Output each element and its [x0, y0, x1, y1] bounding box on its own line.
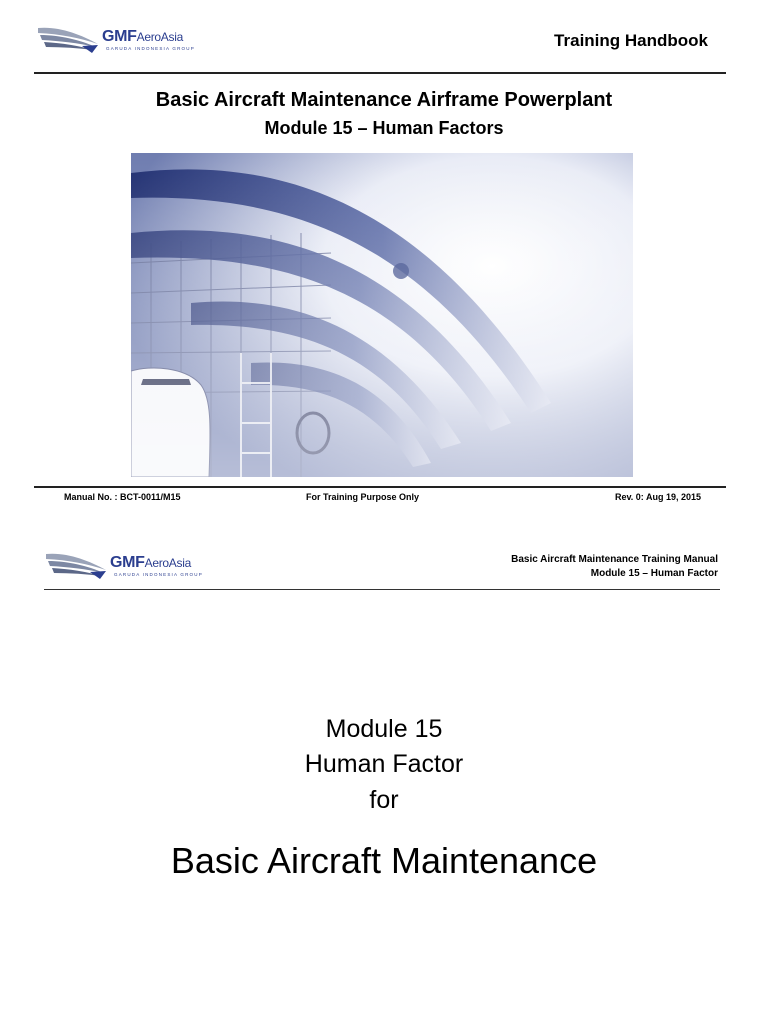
gmf-logo-page2: [44, 550, 214, 586]
training-purpose-note: For Training Purpose Only: [306, 492, 420, 502]
cover-photo-hangar-aircraft: [131, 153, 633, 477]
footer-divider: [34, 486, 726, 488]
gmf-logo: [36, 24, 206, 60]
cover-subtitle: Module 15 – Human Factors: [264, 118, 504, 138]
manual-header-title: Basic Aircraft Maintenance Training Manual: [511, 554, 718, 565]
manual-header-module: Module 15 – Human Factor: [590, 568, 718, 579]
title-connector: for: [369, 786, 399, 814]
bird-wing-icon: [36, 24, 100, 58]
logo-wordmark: GMFAeroAsia: [102, 28, 183, 45]
logo-tagline: GARUDA INDONESIA GROUP: [114, 572, 203, 577]
logo-wordmark: GMFAeroAsia: [110, 554, 191, 571]
bird-wing-icon: [44, 550, 108, 584]
header-divider: [34, 72, 726, 74]
logo-tagline: GARUDA INDONESIA GROUP: [106, 46, 195, 51]
cover-title: Basic Aircraft Maintenance Airframe Powerplant: [155, 89, 613, 111]
page2-header-divider: [44, 589, 720, 590]
handbook-label: Training Handbook: [554, 31, 708, 50]
module-number-title: Module 15: [325, 715, 443, 743]
module-topic-title: Human Factor: [304, 750, 464, 778]
manual-number: Manual No. : BCT-0011/M15: [64, 492, 181, 502]
revision-date: Rev. 0: Aug 19, 2015: [614, 492, 701, 502]
course-title: Basic Aircraft Maintenance: [170, 840, 598, 881]
